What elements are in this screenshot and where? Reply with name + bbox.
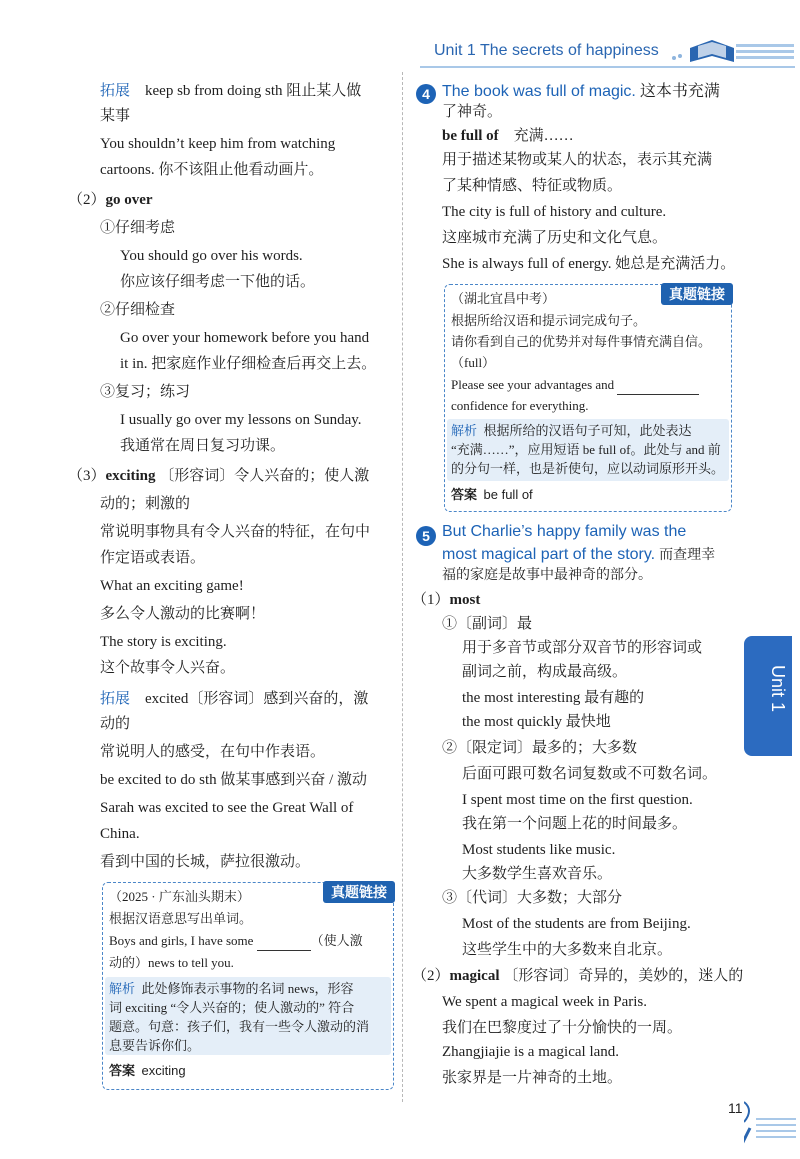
exam-question [451, 375, 699, 395]
example-translation: 你应该仔细考虑一下他的话。 [120, 274, 316, 290]
key-sentence-cn: 福的家庭是故事中最神奇的部分。 [442, 566, 652, 582]
example-translation: 我通常在周日复习功课。 [120, 438, 286, 454]
text-line: 用于多音节或部分双音节的形容词或 [462, 640, 703, 656]
exam-link-box [444, 284, 732, 512]
analysis-label: 解析 [109, 982, 136, 997]
section-number: （2） [412, 968, 450, 984]
answer-text: exciting [141, 1063, 186, 1078]
example-translation: 这个故事令人兴奋。 [100, 660, 236, 676]
key-sentence [442, 544, 715, 565]
exam-source: （湖北宜昌中考） [451, 291, 556, 306]
analysis-line: 题意。句意：孩子们，我有一些令人激动的消 [109, 1019, 370, 1034]
example-translation: 这些学生中的大多数来自北京。 [462, 942, 673, 958]
exam-link-tag: 真题链接 [661, 283, 733, 305]
example-sentence: Go over your homework before you hand [120, 330, 370, 346]
example-translation: 这座城市充满了历史和文化气息。 [442, 230, 668, 246]
extension-text: excited〔形容词〕感到兴奋的，激 [145, 691, 369, 707]
exam-link-tag: 真题链接 [323, 881, 395, 903]
meaning-item: ②〔限定词〕最多的；大多数 [442, 740, 638, 756]
example-translation: 多么令人激动的比赛啊！ [100, 606, 266, 622]
example-sentence: Most of the students are from Beijing. [462, 916, 691, 932]
section-term: exciting [105, 468, 156, 484]
exam-question: 动的）news to tell you. [109, 955, 234, 970]
example-sentence: The story is exciting. [100, 634, 227, 650]
section-most-heading [412, 590, 480, 610]
example-sentence: You should go over his words. [120, 248, 303, 264]
section-number: （1） [412, 592, 450, 608]
text-line: 动的；刺激的 [100, 496, 191, 512]
question-text: （使人激 [310, 933, 363, 948]
example-sentence: cartoons. 你不该阻止他看动画片。 [100, 162, 324, 178]
answer-line [451, 485, 533, 506]
question-text: Please see your advantages and [451, 377, 615, 392]
key-sentence-cn: 而查理幸 [659, 546, 716, 562]
text-line: 动的 [100, 716, 131, 732]
analysis-line [109, 979, 353, 1000]
question-text: Boys and girls, I have some [109, 933, 254, 948]
text-line: 常说明人的感受，在句中作表语。 [100, 744, 326, 760]
section-term: go over [105, 192, 153, 208]
column-divider [402, 72, 403, 1102]
phrase-term: be full of [442, 128, 499, 144]
example-sentence: Sarah was excited to see the Great Wall of [100, 800, 354, 816]
example-sentence: China. [100, 826, 140, 842]
section-number: （2） [68, 192, 106, 208]
analysis-line: 的分句一样，也是祈使句，应以动词原形开头。 [451, 461, 725, 476]
exam-source: （2025 · 广东汕头期末） [109, 889, 250, 904]
example-sentence: Most students like music. [462, 842, 616, 858]
example-translation: 张家界是一片神奇的土地。 [442, 1070, 623, 1086]
key-sentence-en: But Charlie’s happy family was the [442, 523, 687, 540]
key-sentence-cn: 了神奇。 [442, 104, 503, 120]
phrase-meaning: 充满…… [513, 128, 574, 144]
exam-instruction: 根据汉语意思写出单词。 [109, 911, 253, 926]
exam-question: confidence for everything. [451, 398, 589, 413]
meaning-item: ③〔代词〕大多数；大部分 [442, 890, 623, 906]
text-line: 后面可跟可数名词复数或不可数名词。 [462, 766, 718, 782]
exam-link-box [102, 882, 394, 1090]
example-translation: 看到中国的长城，萨拉很激动。 [100, 854, 311, 870]
meaning-item: ③复习；练习 [100, 384, 191, 400]
exam-question: （full） [451, 355, 496, 370]
example-sentence: She is always full of energy. 她总是充满活力。 [442, 256, 736, 272]
exam-question: 请你看到自己的优势并对每件事情充满自信。 [451, 334, 712, 349]
section-go-over-heading [68, 190, 153, 210]
example-translation: 我们在巴黎度过了十分愉快的一周。 [442, 1020, 683, 1036]
text-line: 用于描述某物或某人的状态，表示其充满 [442, 152, 713, 168]
extension-label: 拓展 [100, 81, 131, 99]
extension-label: 拓展 [100, 689, 131, 707]
text-line: 作定语或表语。 [100, 550, 206, 566]
key-sentence-en: The book was full of magic. [442, 83, 636, 100]
answer-label: 答案 [109, 1064, 136, 1079]
meaning-item: ②仔细检查 [100, 302, 176, 318]
text-line: 副词之前，构成最高级。 [462, 664, 628, 680]
extension-excited [100, 688, 368, 709]
example-sentence: it in. 把家庭作业仔细检查后再交上去。 [120, 356, 377, 372]
example-sentence: You shouldn’t keep him from watching [100, 136, 336, 152]
key-sentence-cn: 这本书充满 [639, 83, 720, 100]
part-of-speech: 〔形容词〕奇异的，美妙的，迷人的 [503, 968, 744, 984]
answer-line [109, 1061, 186, 1082]
part-of-speech: 〔形容词〕令人兴奋的；使人激 [159, 468, 370, 484]
answer-blank [617, 380, 699, 395]
book-logo-icon [668, 32, 796, 68]
analysis-text: 根据所给的汉语句子可知，此处表达 [483, 423, 692, 438]
unit-side-tab [744, 636, 792, 756]
example-sentence: We spent a magical week in Paris. [442, 994, 647, 1010]
example-sentence: I usually go over my lessons on Sunday. [120, 412, 362, 428]
meaning-item: ①仔细考虑 [100, 220, 176, 236]
key-sentence [442, 82, 720, 102]
example-sentence: Zhangjiajie is a magical land. [442, 1044, 620, 1060]
phrase-heading [442, 126, 574, 146]
example-sentence: I spent most time on the first question. [462, 792, 693, 808]
example-translation: 大多数学生喜欢音乐。 [462, 866, 613, 882]
example-sentence: What an exciting game! [100, 578, 244, 594]
analysis-text: 此处修饰表示事物的名词 news，形容 [141, 981, 354, 996]
analysis-line [451, 421, 692, 442]
exam-instruction: 根据所给汉语和提示词完成句子。 [451, 313, 647, 328]
text-line: 常说明事物具有令人兴奋的特征，在句中 [100, 524, 371, 540]
analysis-panel [447, 419, 729, 481]
key-sentence-en: most magical part of the story. [442, 546, 656, 563]
section-term: magical [449, 968, 500, 984]
analysis-label: 解析 [451, 424, 478, 439]
unit-header-title: Unit 1 The secrets of happiness [434, 42, 659, 59]
answer-blank [257, 936, 311, 951]
example-translation: 我在第一个问题上花的时间最多。 [462, 816, 688, 832]
analysis-panel [105, 977, 391, 1055]
answer-label: 答案 [451, 488, 478, 503]
meaning-item: ①〔副词〕最 [442, 616, 533, 632]
example-sentence: be excited to do sth 做某事感到兴奋 / 激动 [100, 772, 368, 788]
extension-keep-from [100, 80, 361, 101]
text-line: 了某种情感、特征或物质。 [442, 178, 623, 194]
analysis-line: 词 exciting “令人兴奋的；使人激动的” 符合 [109, 1000, 355, 1015]
answer-text: be full of [483, 487, 533, 502]
exam-question [109, 931, 363, 951]
section-magical-heading [412, 966, 743, 986]
example-sentence: the most interesting 最有趣的 [462, 690, 645, 706]
text-line: 某事 [100, 108, 131, 124]
page-corner-decoration-icon [744, 1098, 796, 1148]
section-exciting-heading [68, 466, 369, 486]
point-number-badge: 4 [416, 84, 436, 104]
example-sentence: the most quickly 最快地 [462, 714, 611, 730]
example-sentence: The city is full of history and culture. [442, 204, 667, 220]
analysis-line: 息要告诉你们。 [109, 1038, 201, 1053]
unit-side-tab-label: Unit 1 [768, 664, 789, 713]
section-number: （3） [68, 468, 106, 484]
section-term: most [449, 592, 481, 608]
point-number-badge: 5 [416, 526, 436, 546]
analysis-line: “充满……”，应用短语 be full of。此处与 and 前 [451, 442, 721, 457]
page-number: 11 [728, 1100, 743, 1116]
extension-text: keep sb from doing sth 阻止某人做 [145, 83, 362, 99]
